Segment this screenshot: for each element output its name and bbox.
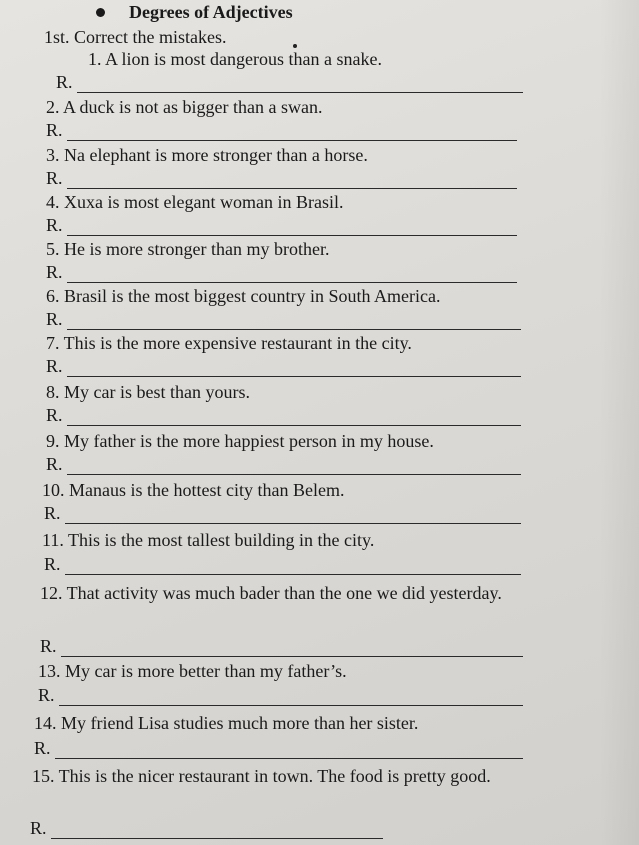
exercise-item-6: 6. Brasil is the most biggest country in South America. [46,286,441,306]
response-label: R. [46,215,63,235]
ink-dot [293,44,297,48]
response-line-1[interactable] [56,72,523,93]
bullet-icon [96,8,105,17]
exercise-item-13: 13. My car is more better than my father’s. [38,661,347,681]
response-label: R. [46,356,63,376]
response-line-2[interactable] [46,120,517,141]
exercise-item-15: 15. This is the nicer restaurant in town. The food is pretty good. [32,766,491,786]
response-label: R. [46,168,63,188]
answer-blank[interactable] [67,221,517,236]
answer-blank[interactable] [67,315,521,330]
response-label: R. [38,685,55,705]
answer-blank[interactable] [67,268,517,283]
response-label: R. [46,454,63,474]
response-label: R. [56,72,73,92]
answer-blank[interactable] [67,362,521,377]
exercise-item-5: 5. He is more stronger than my brother. [46,239,330,259]
exercise-item-7: 7. This is the more expensive restaurant in the city. [46,333,412,353]
response-label: R. [34,738,51,758]
response-line-8[interactable] [46,405,521,426]
response-label: R. [30,818,47,838]
response-line-6[interactable] [46,309,521,330]
response-line-14[interactable] [34,738,523,759]
answer-blank[interactable] [67,174,517,189]
exercise-item-1: 1. A lion is most dangerous than a snake. [88,49,382,69]
page-shadow [599,0,639,845]
answer-blank[interactable] [61,642,523,657]
page-title: Degrees of Adjectives [129,2,293,22]
answer-blank[interactable] [67,460,521,475]
instruction-text: 1st. Correct the mistakes. [44,27,227,47]
response-line-5[interactable] [46,262,517,283]
response-label: R. [46,120,63,140]
exercise-item-2: 2. A duck is not as bigger than a swan. [46,97,323,117]
response-line-4[interactable] [46,215,517,236]
response-line-9[interactable] [46,454,521,475]
answer-blank[interactable] [55,744,523,759]
exercise-item-4: 4. Xuxa is most elegant woman in Brasil. [46,192,344,212]
response-label: R. [46,405,63,425]
response-label: R. [46,309,63,329]
title-row [96,2,293,23]
response-label: R. [46,262,63,282]
response-line-7[interactable] [46,356,521,377]
response-label: R. [40,636,57,656]
answer-blank[interactable] [67,126,517,141]
response-line-12[interactable] [40,636,523,657]
answer-blank[interactable] [59,691,523,706]
exercise-item-3: 3. Na elephant is more stronger than a horse. [46,145,368,165]
response-line-13[interactable] [38,685,523,706]
response-line-3[interactable] [46,168,517,189]
answer-blank[interactable] [65,509,521,524]
response-line-11[interactable] [44,554,521,575]
exercise-item-9: 9. My father is the more happiest person in my house. [46,431,434,451]
response-label: R. [44,554,61,574]
exercise-item-11: 11. This is the most tallest building in the city. [42,530,375,550]
exercise-item-12: 12. That activity was much bader than the one we did yesterday. [40,583,502,603]
response-line-10[interactable] [44,503,521,524]
response-line-15[interactable] [30,818,383,839]
exercise-item-8: 8. My car is best than yours. [46,382,250,402]
exercise-item-10: 10. Manaus is the hottest city than Belem. [42,480,345,500]
answer-blank[interactable] [77,78,523,93]
answer-blank[interactable] [67,411,521,426]
answer-blank[interactable] [65,560,521,575]
exercise-item-14: 14. My friend Lisa studies much more than her sister. [34,713,419,733]
answer-blank[interactable] [51,824,383,839]
response-label: R. [44,503,61,523]
